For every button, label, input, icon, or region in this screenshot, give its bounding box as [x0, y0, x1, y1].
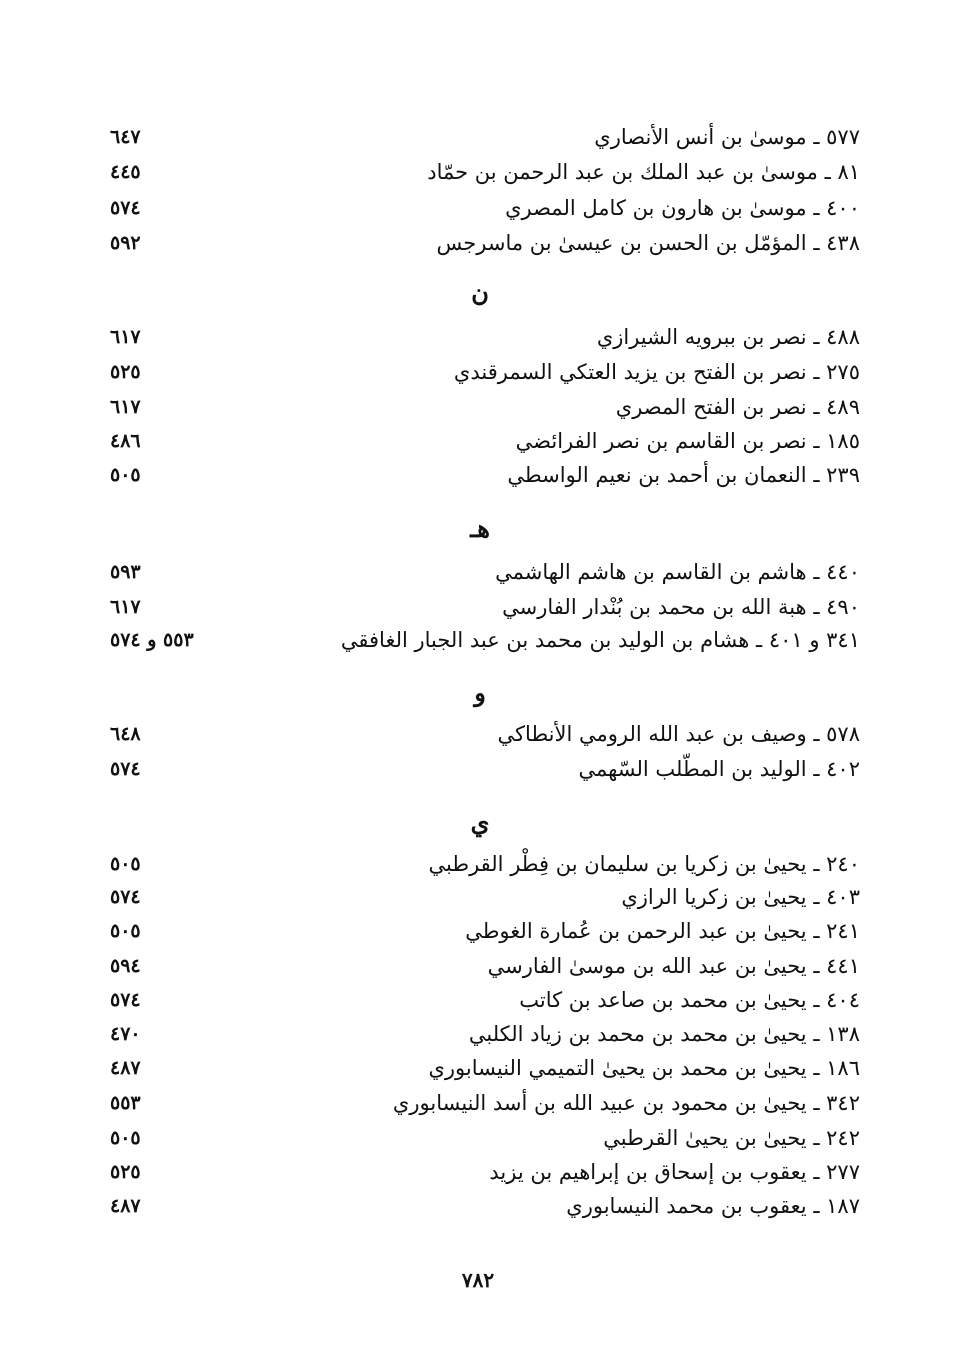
index-entry [100, 191, 860, 225]
index-entry [100, 1155, 860, 1189]
index-entry [100, 1017, 860, 1051]
index-entry [100, 623, 860, 657]
entry-pages: ٥٥٣ [110, 1092, 141, 1114]
index-entry [100, 555, 860, 589]
entry-pages: ٦١٧ [110, 326, 141, 348]
index-entry [100, 717, 860, 751]
entry-pages: ٦١٧ [110, 396, 141, 418]
index-entry [100, 1189, 860, 1223]
entry-text: ١٣٨ ـ يحيىٰ بن محمد بن محمد بن زياد الكلبي [468, 1022, 860, 1046]
entry-pages: ٦٤٨ [110, 723, 141, 745]
entry-pages: ٥٥٣ و ٥٧٤ [110, 629, 194, 651]
entry-pages: ٤٤٥ [110, 161, 141, 183]
entry-pages: ٦٤٧ [110, 126, 141, 148]
entry-text: ٨١ ـ موسىٰ بن عبد الملك بن عبد الرحمن بن حمّاد [427, 160, 860, 184]
entry-text: ١٨٦ ـ يحيىٰ بن محمد بن يحيىٰ التميمي النيسابوري [428, 1056, 860, 1080]
entry-text: ٢٤٠ ـ يحيىٰ بن زكريا بن سليمان بن فِطْر القرطبي [428, 852, 860, 876]
entry-pages: ٤٨٦ [110, 430, 141, 452]
index-entry [100, 320, 860, 354]
entry-text: ٤٠٢ ـ الوليد بن المطّلب السّهمي [578, 757, 860, 781]
entry-pages: ٤٨٧ [110, 1057, 141, 1079]
index-entry [100, 155, 860, 189]
entry-text: ٤٤٠ ـ هاشم بن القاسم بن هاشم الهاشمي [495, 560, 860, 584]
index-entry [100, 458, 860, 492]
index-entry [100, 847, 860, 881]
entry-pages: ٥٠٥ [110, 1127, 141, 1149]
entry-pages: ٦١٧ [110, 596, 141, 618]
entry-text: ٢٧٧ ـ يعقوب بن إسحاق بن إبراهيم بن يزيد [489, 1160, 860, 1184]
entry-pages: ٥٧٤ [110, 197, 141, 219]
index-entry [100, 752, 860, 786]
index-entry [100, 424, 860, 458]
index-entry [100, 1051, 860, 1085]
index-entry [100, 1086, 860, 1120]
entry-text: ١٨٧ ـ يعقوب بن محمد النيسابوري [566, 1194, 860, 1218]
entry-pages: ٥٧٤ [110, 758, 141, 780]
entry-text: ٤٠٣ ـ يحيىٰ بن زكريا الرازي [621, 885, 860, 909]
index-entry [100, 226, 860, 260]
entry-text: ٤٣٨ ـ المؤمّل بن الحسن بن عيسىٰ بن ماسرجس [436, 231, 860, 255]
index-entry [100, 983, 860, 1017]
index-entry [100, 120, 860, 154]
entry-text: ٥٧٨ ـ وصيف بن عبد الله الرومي الأنطاكي [497, 722, 860, 746]
entry-pages: ٥٠٥ [110, 464, 141, 486]
entry-text: ٢٧٥ ـ نصر بن الفتح بن يزيد العتكي السمرقندي [453, 360, 860, 384]
section-letter: هـ [470, 514, 490, 543]
entry-text: ٤٨٨ ـ نصر بن ببرويه الشيرازي [596, 325, 860, 349]
entry-text: ٤٤١ ـ يحيىٰ بن عبد الله بن موسىٰ الفارسي [487, 954, 860, 978]
entry-text: ٣٤٢ ـ يحيىٰ بن محمود بن عبيد الله بن أسد النيسابوري [392, 1091, 860, 1115]
section-letter: و [474, 678, 486, 707]
entry-pages: ٥٧٤ [110, 989, 141, 1011]
entry-text: ١٨٥ ـ نصر بن القاسم بن نصر الفرائضي [515, 429, 860, 453]
index-entry [100, 390, 860, 424]
entry-pages: ٥٠٥ [110, 853, 141, 875]
entry-text: ٢٤٢ ـ يحيىٰ بن يحيىٰ القرطبي [603, 1126, 860, 1150]
index-entry [100, 914, 860, 948]
entry-pages: ٥٩٣ [110, 561, 141, 583]
entry-pages: ٥٩٢ [110, 232, 141, 254]
entry-text: ٢٤١ ـ يحيىٰ بن عبد الرحمن بن عُمارة الغوطي [465, 919, 860, 943]
index-entry [100, 590, 860, 624]
entry-text: ٤٨٩ ـ نصر بن الفتح المصري [615, 395, 860, 419]
page-number: ٧٨٢ [461, 1268, 495, 1292]
entry-text: ٣٤١ و ٤٠١ ـ هشام بن الوليد بن محمد بن عبد الجبار الغافقي [340, 628, 860, 652]
entry-pages: ٥٢٥ [110, 1161, 141, 1183]
entry-pages: ٥٢٥ [110, 361, 141, 383]
entry-text: ٤٠٠ ـ موسىٰ بن هارون بن كامل المصري [505, 196, 860, 220]
entry-pages: ٥٩٤ [110, 955, 141, 977]
entry-pages: ٤٨٧ [110, 1195, 141, 1217]
index-entry [100, 1121, 860, 1155]
section-letter: ن [471, 278, 489, 307]
entry-pages: ٥٧٤ [110, 886, 141, 908]
entry-pages: ٤٧٠ [110, 1023, 141, 1045]
entry-text: ٢٣٩ ـ النعمان بن أحمد بن نعيم الواسطي [507, 463, 860, 487]
entry-text: ٤٩٠ ـ هبة الله بن محمد بن بُنْدار الفارسي [502, 595, 860, 619]
section-letter: ي [470, 808, 490, 837]
index-entry [100, 949, 860, 983]
index-entry [100, 880, 860, 914]
entry-pages: ٥٠٥ [110, 920, 141, 942]
entry-text: ٤٠٤ ـ يحيىٰ بن محمد بن صاعد بن كاتب [519, 988, 860, 1012]
index-entry [100, 355, 860, 389]
entry-text: ٥٧٧ ـ موسىٰ بن أنس الأنصاري [594, 125, 860, 149]
